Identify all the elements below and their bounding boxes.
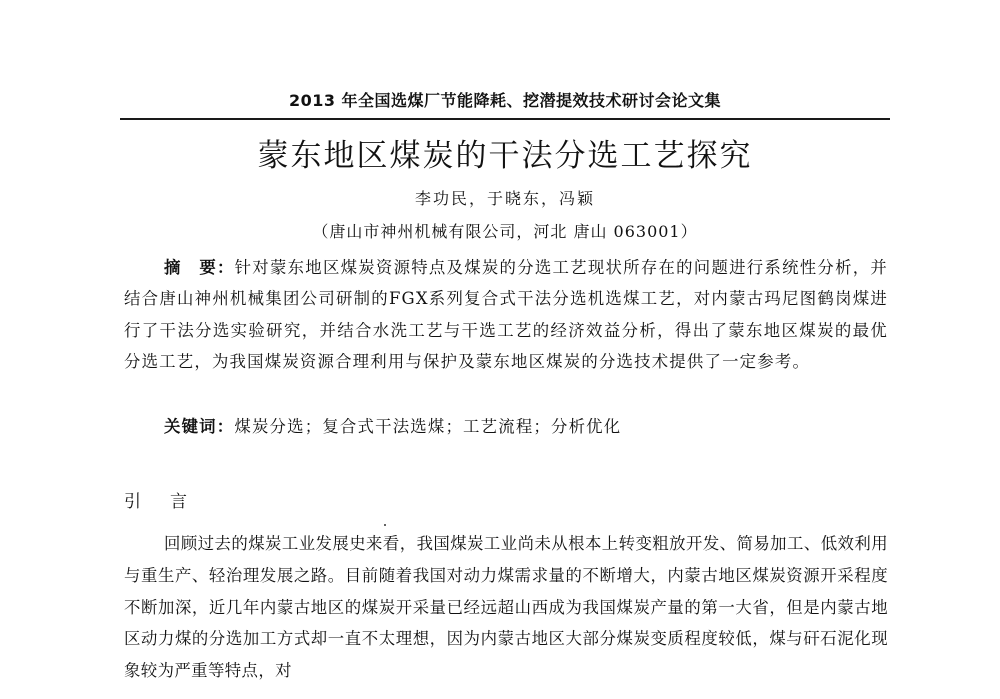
paper-title: 蒙东地区煤炭的干法分选工艺探究 [257, 138, 753, 174]
keywords-label: 关键词： [164, 417, 235, 436]
keywords [164, 413, 888, 437]
abstract-label: 摘 要： [164, 258, 235, 277]
abstract [124, 252, 888, 378]
section-heading: 引 言 [124, 492, 193, 512]
keywords-text: 煤炭分选；复合式干法选煤；工艺流程；分析优化 [234, 417, 622, 436]
running-header: 2013 年全国选煤厂节能降耗、挖潜提效技术研讨会论文集 [288, 91, 722, 110]
author-list: 李功民，于晓东，冯颖 [414, 189, 595, 208]
body-paragraph: 回顾过去的煤炭工业发展史来看，我国煤炭工业尚未从根本上转变粗放开发、简易加工、低效利用与重生产、轻治理发展之路。目前随着我国对动力煤需求量的不断增大，内蒙古地区煤炭资源开采程度不断加深，近几年内蒙古地区的煤炭开采量已经远超山西成为我国煤炭产量的第一大省，但是内蒙古地区动力煤的分选加工方式却一直不太理想，因为内蒙古地区大部分煤炭变质程度较低，煤与矸石泥化现象较为严重等特点，对 [124, 534, 888, 681]
author-affiliation: （唐山市神州机械有限公司，河北 唐山 063001） [312, 222, 698, 241]
header-rule [120, 118, 890, 120]
scan-speck [384, 524, 386, 526]
abstract-text: 针对蒙东地区煤炭资源特点及煤炭的分选工艺现状所存在的问题进行系统性分析，并结合唐山神州机械集团公司研制的FGX系列复合式干法分选机选煤工艺，对内蒙古玛尼图鹤岗煤进行了干法分选实验研究，并结合水洗工艺与干选工艺的经济效益分析，得出了蒙东地区煤炭的最优分选工艺，为我国煤炭资源合理利用与保护及蒙东地区煤炭的分选技术提供了一定参考。 [124, 258, 888, 372]
